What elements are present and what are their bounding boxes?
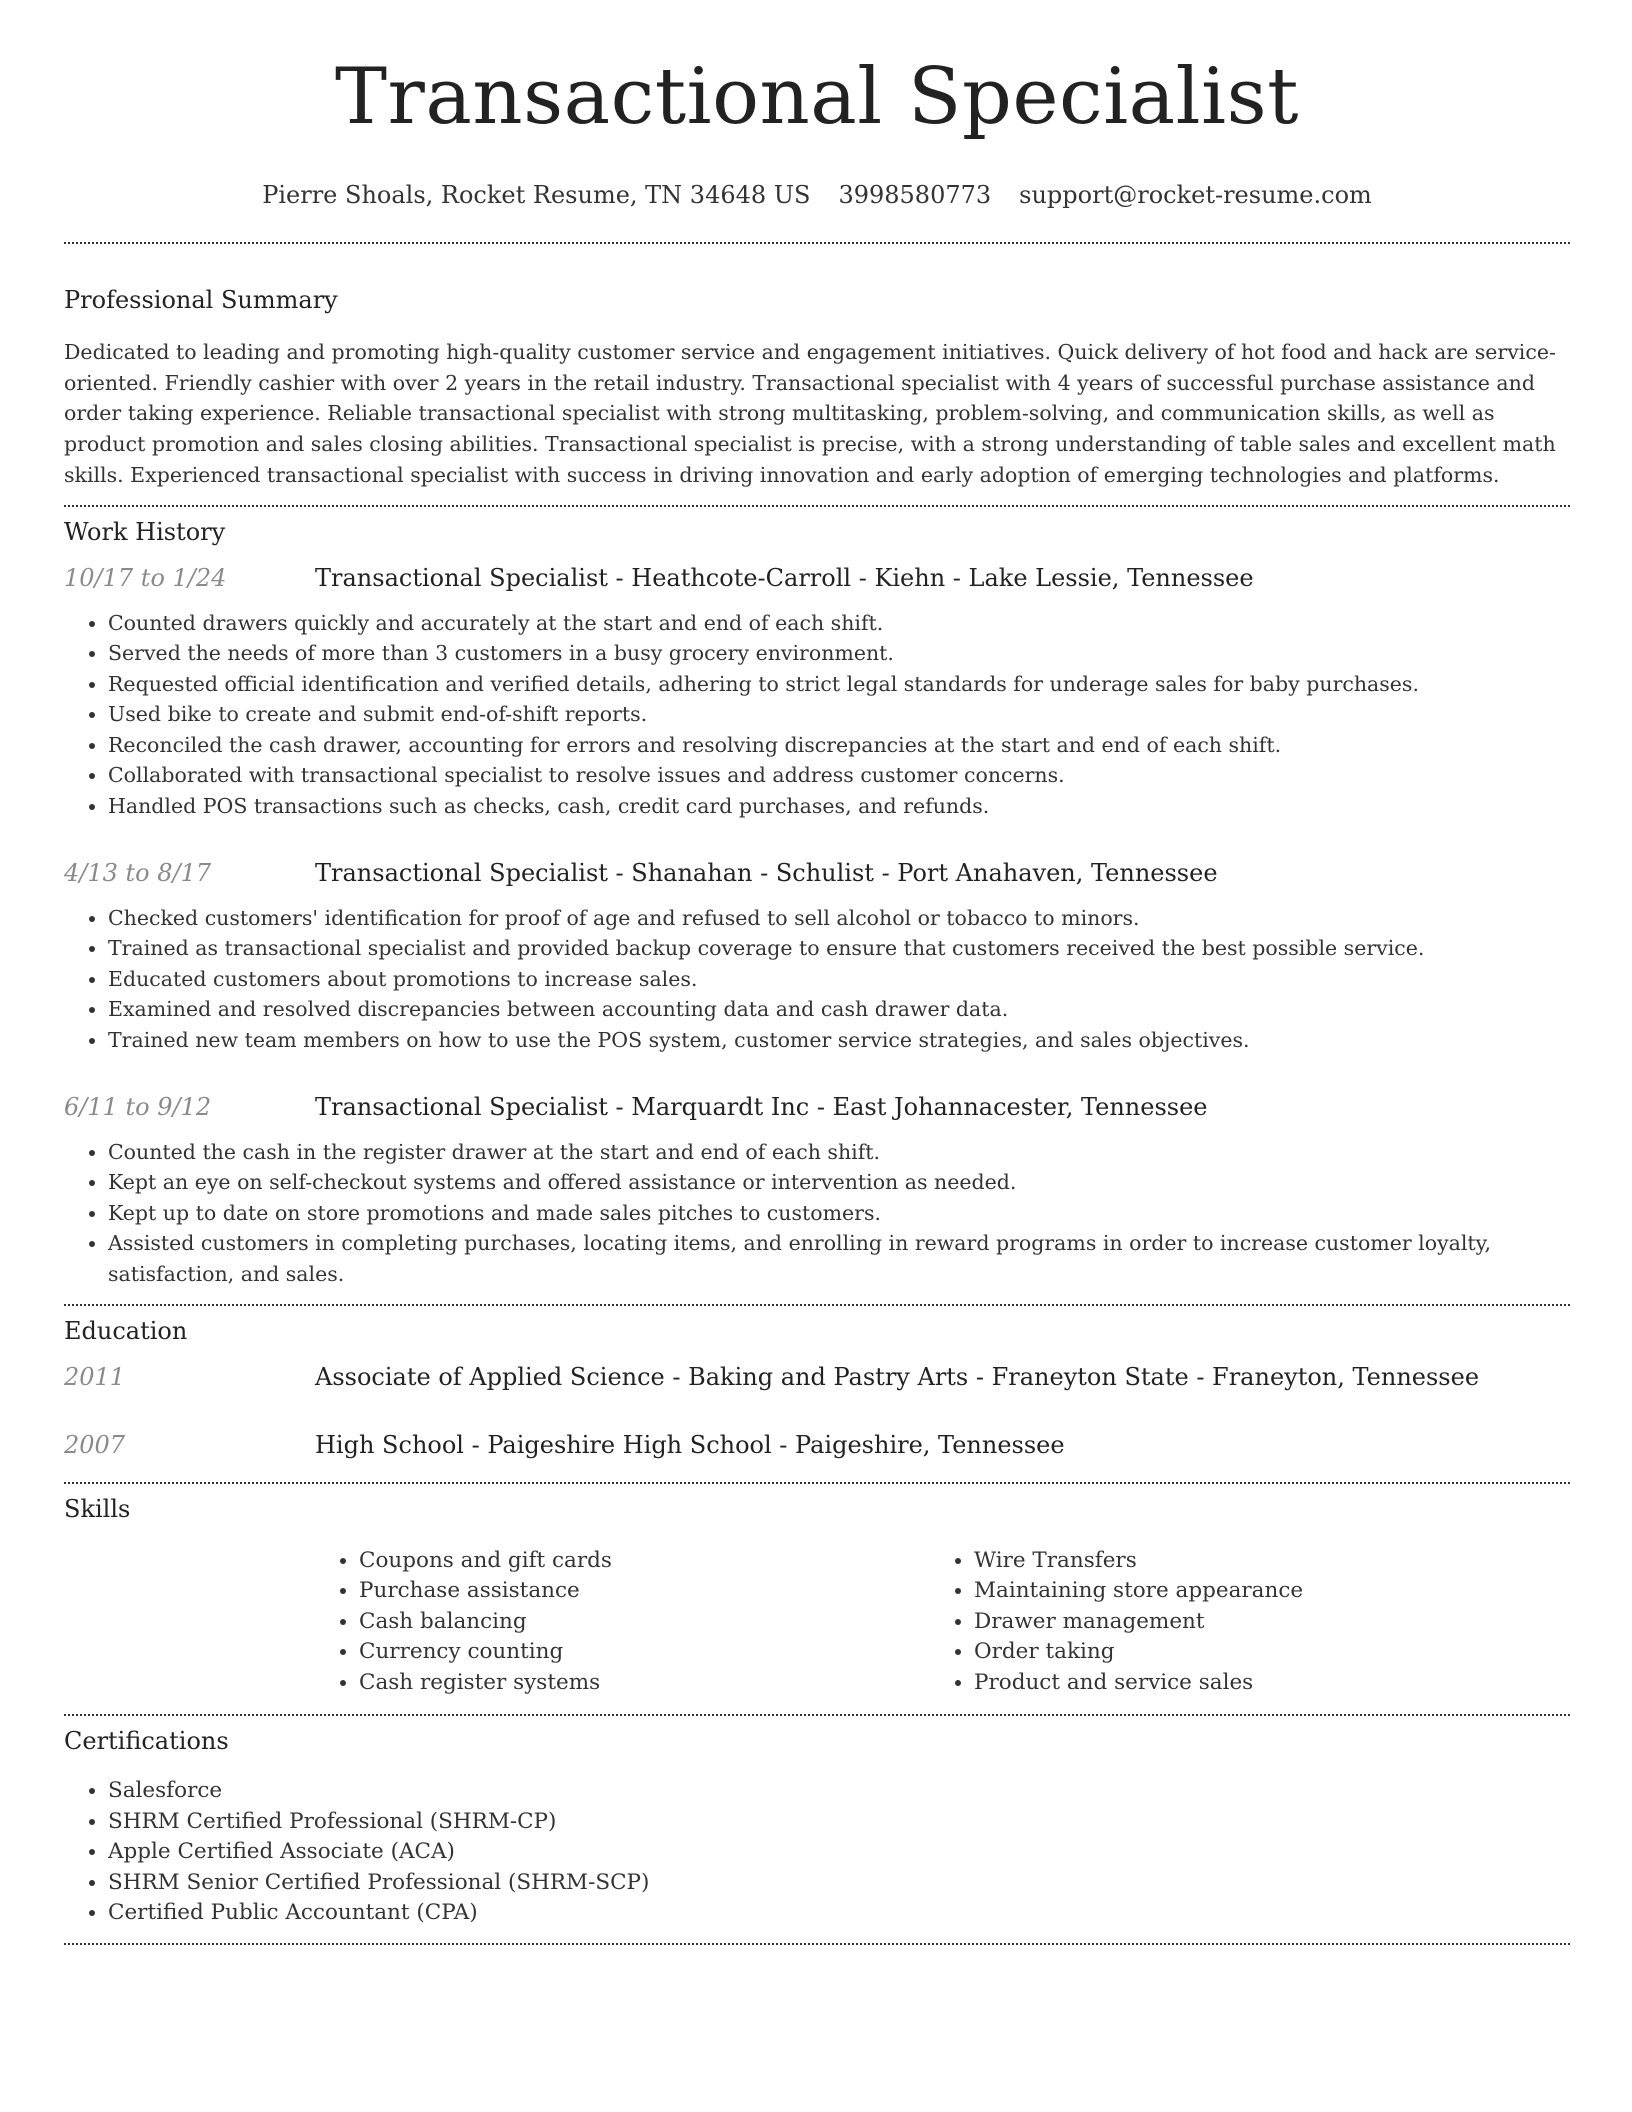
skill-item: • Product and service sales: [974, 1668, 1545, 1699]
skills-column-right: [930, 1546, 1545, 1699]
job-bullets: [64, 903, 1570, 1056]
job-entry: [64, 1090, 1570, 1290]
skill-item: • Maintaining store appearance: [974, 1576, 1545, 1607]
section-title-certifications: Certifications: [64, 1727, 229, 1756]
skill-item: • Cash register systems: [359, 1668, 930, 1699]
job-bullet: • Kept an eye on self-checkout systems and offered assistance or intervention as needed.: [108, 1167, 1570, 1198]
education-year: 2007: [64, 1430, 126, 1459]
job-bullet: • Assisted customers in completing purchases, locating items, and enrolling in reward programs in order to increase customer loyalty, satisfaction, and sales.: [108, 1228, 1570, 1289]
job-dates: 6/11 to 9/12: [64, 1092, 212, 1121]
job-dates: 4/13 to 8/17: [64, 858, 212, 887]
job-bullet: • Examined and resolved discrepancies between accounting data and cash drawer data.: [108, 994, 1570, 1025]
resume-page: [64, 0, 1570, 1945]
skill-item: • Order taking: [974, 1637, 1545, 1668]
education-heading: Associate of Applied Science - Baking and Pastry Arts - Franeyton State - Franeyton, Tennessee: [315, 1362, 1480, 1391]
contact-address: Pierre Shoals, Rocket Resume, TN 34648 US: [262, 181, 811, 209]
job-bullet: • Trained as transactional specialist and provided backup coverage to ensure that customers received the best possible service.: [108, 933, 1570, 964]
section-divider: [64, 1943, 1570, 1945]
job-heading: Transactional Specialist - Heathcote-Carroll - Kiehn - Lake Lessie, Tennessee: [315, 563, 1254, 592]
job-header: [64, 856, 1570, 890]
certification-item: • SHRM Certified Professional (SHRM-CP): [108, 1807, 1570, 1838]
skill-item: • Coupons and gift cards: [359, 1546, 930, 1577]
education-entry: [64, 1428, 1570, 1462]
job-entry: [64, 561, 1570, 822]
job-heading: Transactional Specialist - Shanahan - Schulist - Port Anahaven, Tennessee: [315, 858, 1218, 887]
skills-list: [315, 1546, 930, 1699]
skills-list: [930, 1546, 1545, 1699]
section-title-skills: Skills: [64, 1494, 131, 1523]
job-bullet: • Collaborated with transactional specialist to resolve issues and address customer concerns.: [108, 760, 1570, 791]
certifications-list: [64, 1776, 1570, 1929]
certification-item: • Certified Public Accountant (CPA): [108, 1898, 1570, 1929]
job-bullet: • Requested official identification and verified details, adhering to strict legal standards for underage sales for baby purchases.: [108, 669, 1570, 700]
section-divider: [64, 1482, 1570, 1484]
education-heading: High School - Paigeshire High School - Paigeshire, Tennessee: [315, 1430, 1065, 1459]
section-divider: [64, 505, 1570, 507]
job-bullet: • Served the needs of more than 3 customers in a busy grocery environment.: [108, 638, 1570, 669]
job-header: [64, 561, 1570, 595]
section-divider: [64, 242, 1570, 244]
job-bullet: • Trained new team members on how to use the POS system, customer service strategies, and sales objectives.: [108, 1025, 1570, 1056]
contact-phone: 3998580773: [838, 181, 992, 209]
job-bullets: [64, 1137, 1570, 1290]
section-title-summary: Professional Summary: [64, 286, 338, 314]
education-year: 2011: [64, 1362, 126, 1391]
job-heading: Transactional Specialist - Marquardt Inc - East Johannacester, Tennessee: [315, 1092, 1208, 1121]
job-bullet: • Handled POS transactions such as checks, cash, credit card purchases, and refunds.: [108, 791, 1570, 822]
job-bullet: • Used bike to create and submit end-of-shift reports.: [108, 699, 1570, 730]
contact-email: support@rocket-resume.com: [1019, 181, 1372, 209]
certification-item: • SHRM Senior Certified Professional (SHRM-SCP): [108, 1868, 1570, 1899]
certification-item: • Salesforce: [108, 1776, 1570, 1807]
education-entry: [64, 1360, 1570, 1394]
section-title-work-history: Work History: [64, 517, 226, 546]
skill-item: • Purchase assistance: [359, 1576, 930, 1607]
job-bullet: • Counted drawers quickly and accurately at the start and end of each shift.: [108, 608, 1570, 639]
job-bullet: • Reconciled the cash drawer, accounting for errors and resolving discrepancies at the start and end of each shift.: [108, 730, 1570, 761]
skill-item: • Cash balancing: [359, 1607, 930, 1638]
section-divider: [64, 1714, 1570, 1716]
skills-grid: [315, 1546, 1570, 1699]
skill-item: • Wire Transfers: [974, 1546, 1545, 1577]
job-entry: [64, 856, 1570, 1056]
section-title-education: Education: [64, 1316, 188, 1345]
job-bullet: • Educated customers about promotions to increase sales.: [108, 964, 1570, 995]
job-bullet: • Kept up to date on store promotions and made sales pitches to customers.: [108, 1198, 1570, 1229]
skills-column-left: [315, 1546, 930, 1699]
contact-line: [64, 180, 1570, 210]
resume-name: Transactional Specialist: [335, 52, 1299, 142]
job-bullet: • Counted the cash in the register drawer at the start and end of each shift.: [108, 1137, 1570, 1168]
job-dates: 10/17 to 1/24: [64, 563, 227, 592]
job-bullets: [64, 608, 1570, 822]
job-bullet: • Checked customers' identification for proof of age and refused to sell alcohol or tobacco to minors.: [108, 903, 1570, 934]
skill-item: • Drawer management: [974, 1607, 1545, 1638]
certification-item: • Apple Certified Associate (ACA): [108, 1837, 1570, 1868]
job-header: [64, 1090, 1570, 1124]
summary-text: Dedicated to leading and promoting high-quality customer service and engagement initiatives. Quick delivery of hot food and hack are service-oriented. Friendly cashier with over 2 years in the retail industry. Transactional specialist with 4 years of successful purchase assistance and order taking experience. Reliable transactional specialist with strong multitasking, problem-solving, and communication skills, as well as product promotion and sales closing abilities. Transactional specialist is precise, with a strong understanding of table sales and excellent math skills. Experienced transactional specialist with success in driving innovation and early adoption of emerging technologies and platforms.: [64, 340, 1556, 487]
section-divider: [64, 1304, 1570, 1306]
skill-item: • Currency counting: [359, 1637, 930, 1668]
